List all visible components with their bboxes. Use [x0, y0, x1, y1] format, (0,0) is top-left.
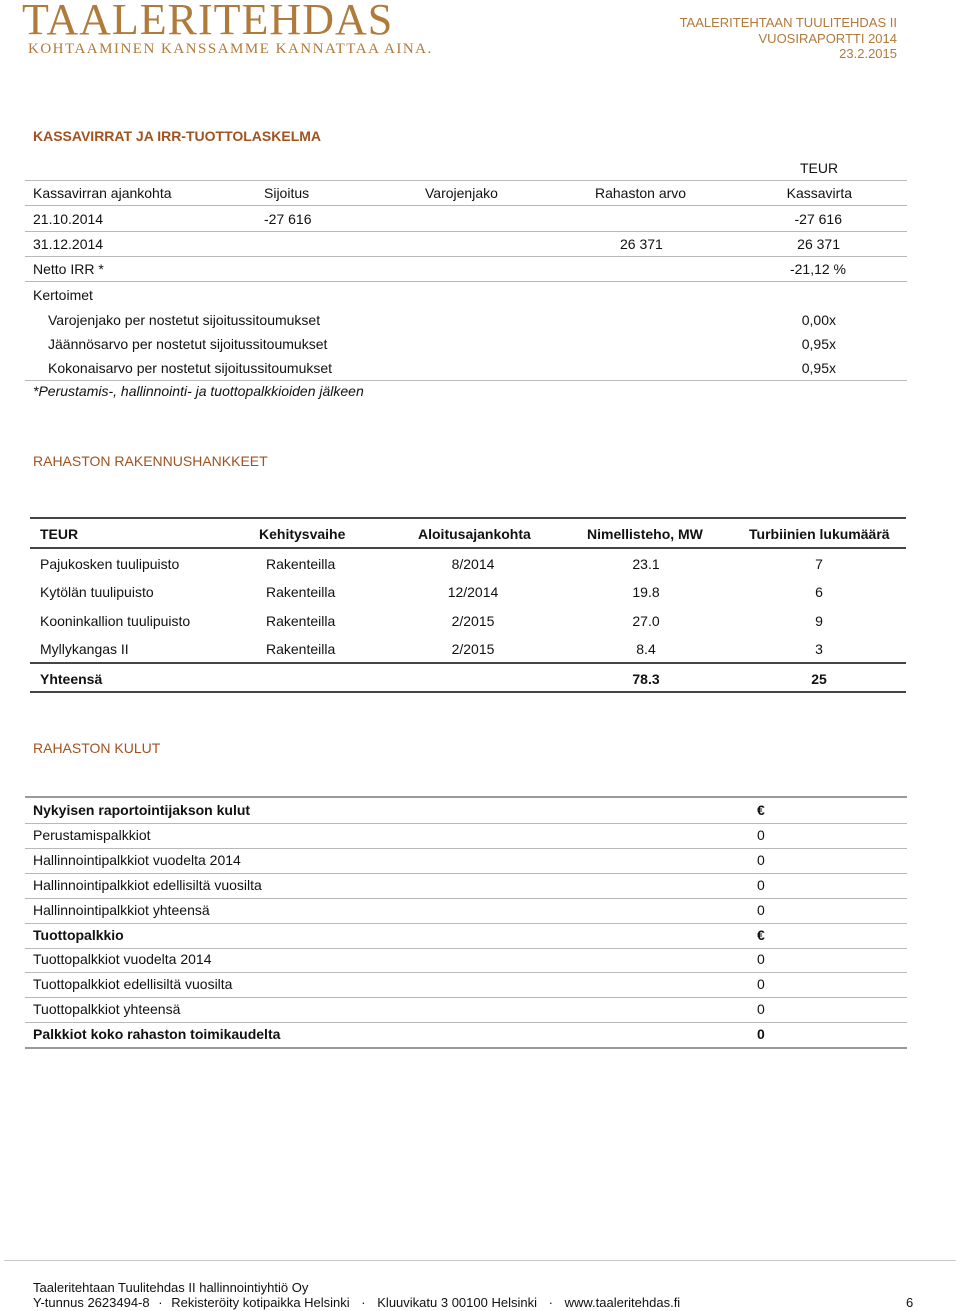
cashflow-value: -27 616 — [794, 211, 842, 227]
projects-total-label: Yhteensä — [40, 671, 103, 687]
cost-label: Hallinnointipalkkiot edellisiltä vuosilta — [33, 877, 262, 893]
footer-registered: Rekisteröity kotipaikka Helsinki — [171, 1295, 350, 1310]
footer-website-link[interactable]: www.taaleritehdas.fi — [564, 1295, 681, 1310]
costs-section-title: RAHASTON KULUT — [33, 740, 161, 756]
divider — [25, 848, 907, 849]
footer-divider — [4, 1260, 956, 1261]
project-mw: 27.0 — [632, 613, 660, 629]
footer-business-id: Y-tunnus 2623494-8 — [33, 1295, 150, 1310]
divider — [25, 256, 907, 257]
cost-label: Hallinnointipalkkiot yhteensä — [33, 902, 210, 918]
cost-value: 0 — [757, 1026, 765, 1042]
cashflow-value: 26 371 — [797, 236, 840, 252]
divider — [25, 1047, 907, 1049]
project-turbines: 6 — [815, 584, 823, 600]
cost-label: Palkkiot koko rahaston toimikaudelta — [33, 1026, 281, 1042]
irr-value: -21,12 % — [789, 261, 846, 277]
divider — [30, 662, 906, 664]
footer-details — [33, 1295, 680, 1310]
cashflow-header: Sijoitus — [264, 185, 310, 201]
divider — [25, 923, 907, 924]
footer-separator: · — [361, 1295, 366, 1310]
multiple-label: Jäännösarvo per nostetut sijoitussitoumukset — [48, 336, 328, 352]
cost-label: Hallinnointipalkkiot vuodelta 2014 — [33, 852, 241, 868]
divider — [25, 380, 907, 381]
divider — [25, 205, 907, 206]
divider — [25, 1022, 907, 1023]
footer-company: Taaleritehtaan Tuulitehdas II hallinnointiyhtiö Oy — [33, 1280, 309, 1295]
report-fund-name: TAALERITEHTAAN TUULITEHDAS II — [679, 15, 897, 30]
project-turbines: 3 — [815, 641, 823, 657]
project-start: 2/2015 — [451, 613, 495, 629]
project-start: 2/2015 — [451, 641, 495, 657]
cashflow-unit: TEUR — [800, 160, 839, 176]
project-mw: 19.8 — [632, 584, 660, 600]
multiple-label: Varojenjako per nostetut sijoitussitoumukset — [48, 312, 321, 328]
divider — [25, 972, 907, 973]
multiple-value: 0,00x — [801, 312, 836, 328]
divider — [25, 997, 907, 998]
cost-label: Tuottopalkkiot edellisiltä vuosilta — [33, 976, 233, 992]
cashflow-fund-value: 26 371 — [620, 236, 663, 252]
cashflow-section-title: KASSAVIRRAT JA IRR-TUOTTOLASKELMA — [33, 128, 322, 144]
cost-label: Tuottopalkkiot vuodelta 2014 — [33, 951, 212, 967]
cashflow-date: 21.10.2014 — [33, 211, 104, 227]
project-phase: Rakenteilla — [266, 584, 336, 600]
cost-value: 0 — [757, 1001, 765, 1017]
divider — [25, 796, 907, 798]
project-mw: 8.4 — [636, 641, 656, 657]
cost-value: 0 — [757, 827, 765, 843]
project-phase: Rakenteilla — [266, 613, 336, 629]
project-phase: Rakenteilla — [266, 556, 336, 572]
cost-value: 0 — [757, 877, 765, 893]
project-start: 8/2014 — [451, 556, 495, 572]
divider — [30, 547, 906, 549]
cost-label: Tuottopalkkiot yhteensä — [33, 1001, 181, 1017]
irr-label: Netto IRR * — [33, 261, 104, 277]
cost-value: 0 — [757, 976, 765, 992]
cost-label: Nykyisen raportointijakson kulut — [33, 802, 251, 818]
euro-symbol: € — [757, 802, 765, 818]
cost-value: 0 — [757, 852, 765, 868]
multiple-value: 0,95x — [801, 336, 836, 352]
divider — [25, 231, 907, 232]
footer-address: Kluuvikatu 3 00100 Helsinki — [377, 1295, 537, 1310]
multiples-label: Kertoimet — [33, 287, 93, 303]
divider — [30, 517, 906, 519]
cashflow-header: Rahaston arvo — [595, 185, 687, 201]
projects-header: TEUR — [40, 526, 79, 542]
projects-total-turbines: 25 — [811, 671, 827, 687]
divider — [25, 281, 907, 282]
multiple-label: Kokonaisarvo per nostetut sijoitussitoumukset — [48, 360, 333, 376]
divider — [25, 873, 907, 874]
project-name: Kytölän tuulipuisto — [40, 584, 154, 600]
cashflow-header: Kassavirran ajankohta — [33, 185, 172, 201]
company-tagline: KOHTAAMINEN KANSSAMME KANNATTAA AINA. — [28, 41, 433, 57]
report-type: VUOSIRAPORTTI 2014 — [758, 31, 897, 46]
multiple-value: 0,95x — [801, 360, 836, 376]
footer-separator: · — [158, 1295, 163, 1310]
report-date: 23.2.2015 — [839, 46, 897, 61]
divider — [30, 691, 906, 693]
divider — [25, 180, 907, 181]
cashflow-date: 31.12.2014 — [33, 236, 104, 252]
footer-separator: · — [548, 1295, 553, 1310]
cost-value: 0 — [757, 951, 765, 967]
divider — [25, 823, 907, 824]
projects-total-mw: 78.3 — [632, 671, 660, 687]
projects-header: Kehitysvaihe — [259, 526, 346, 542]
cashflow-investment: -27 616 — [264, 211, 312, 227]
projects-section-title: RAHASTON RAKENNUSHANKKEET — [33, 453, 268, 469]
projects-header: Aloitusajankohta — [418, 526, 531, 542]
cashflow-footnote: *Perustamis-, hallinnointi- ja tuottopalkkioiden jälkeen — [33, 383, 364, 399]
project-turbines: 7 — [815, 556, 823, 572]
project-mw: 23.1 — [632, 556, 660, 572]
cost-value: 0 — [757, 902, 765, 918]
project-name: Myllykangas II — [40, 641, 129, 657]
projects-header: Turbiinien lukumäärä — [749, 526, 890, 542]
cashflow-header: Varojenjako — [425, 185, 498, 201]
cost-label: Tuottopalkkio — [33, 927, 124, 943]
divider — [25, 948, 907, 949]
cashflow-header: Kassavirta — [786, 185, 852, 201]
cost-label: Perustamispalkkiot — [33, 827, 151, 843]
page-number: 6 — [906, 1295, 914, 1310]
divider — [25, 898, 907, 899]
company-logo: TAALERITEHDAS — [22, 0, 394, 44]
project-name: Kooninkallion tuulipuisto — [40, 613, 191, 629]
project-name: Pajukosken tuulipuisto — [40, 556, 180, 572]
projects-header: Nimellisteho, MW — [587, 526, 703, 542]
euro-symbol: € — [757, 927, 765, 943]
project-turbines: 9 — [815, 613, 823, 629]
project-start: 12/2014 — [447, 584, 499, 600]
project-phase: Rakenteilla — [266, 641, 336, 657]
